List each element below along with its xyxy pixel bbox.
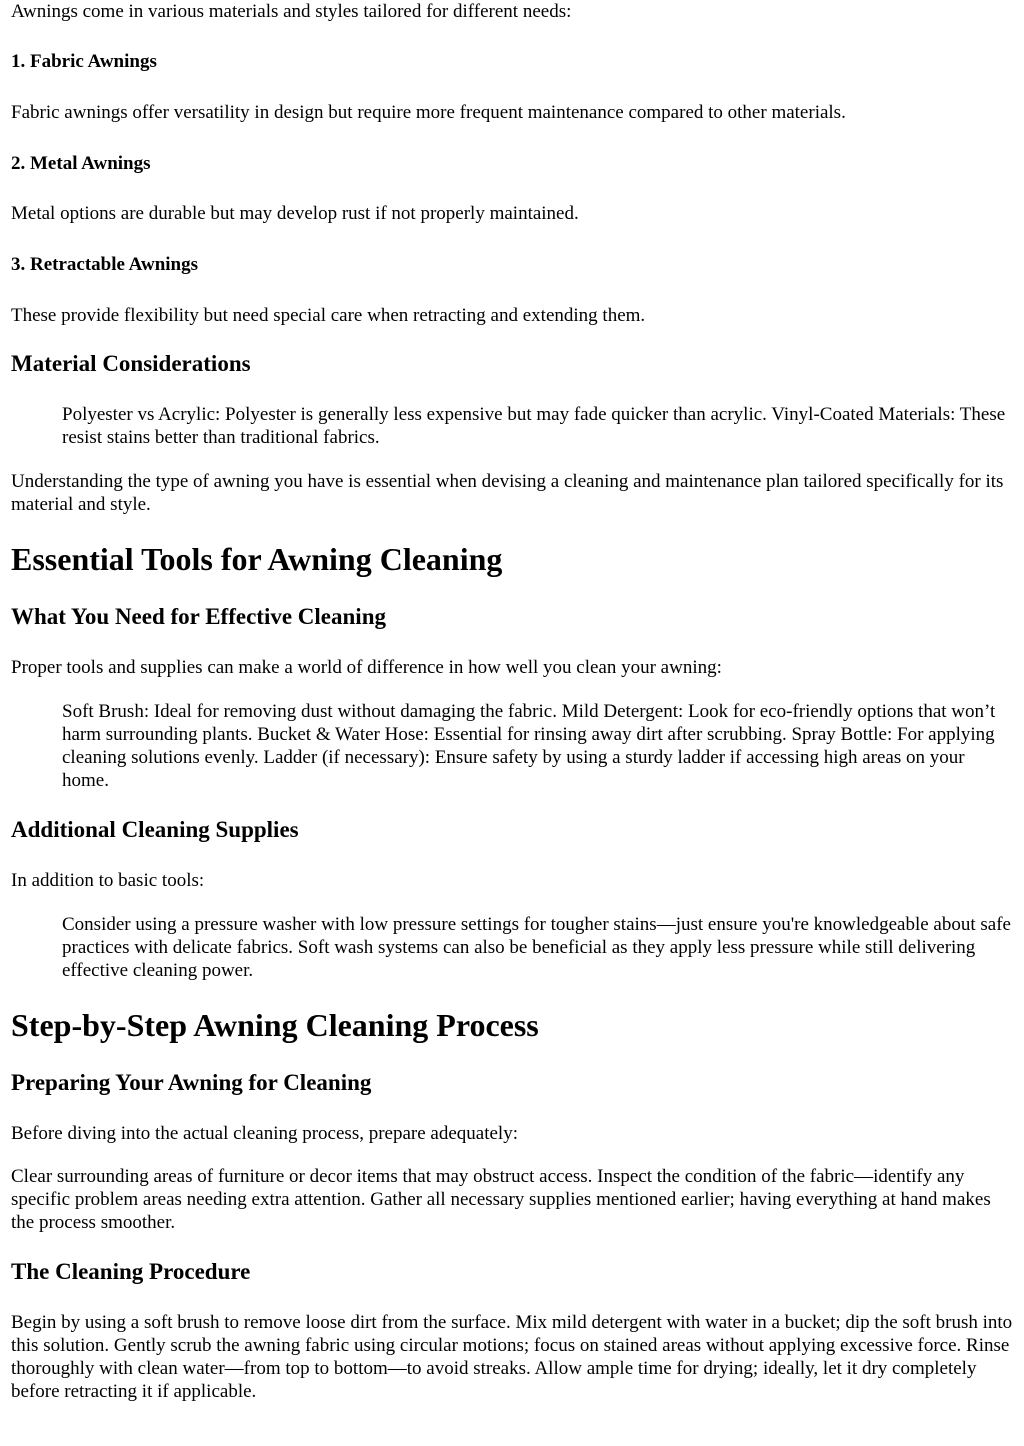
fabric-awnings-heading: 1. Fabric Awnings [11, 51, 157, 72]
what-you-need-heading: What You Need for Effective Cleaning [11, 604, 386, 629]
additional-supplies-intro: In addition to basic tools: [11, 870, 205, 891]
preparing-awning-heading: Preparing Your Awning for Cleaning [11, 1070, 372, 1095]
cleaning-procedure-heading: The Cleaning Procedure [11, 1259, 251, 1284]
metal-awnings-paragraph: Metal options are durable but may develop rust if not properly maintained. [11, 203, 579, 224]
material-blockquote: Polyester vs Acrylic: Polyester is generally less expensive but may fade quicker than acrylic. Vinyl-Coated Materials: These resist stains better than traditional fabrics. [62, 404, 1006, 448]
material-considerations-heading: Material Considerations [11, 351, 251, 376]
essential-tools-heading: Essential Tools for Awning Cleaning [11, 541, 503, 577]
material-summary-paragraph: Understanding the type of awning you have is essential when devising a cleaning and maintenance plan tailored specifically for its material and style. [11, 471, 1004, 515]
cleaning-process-heading: Step-by-Step Awning Cleaning Process [11, 1007, 539, 1043]
preparing-intro: Before diving into the actual cleaning process, prepare adequately: [11, 1123, 518, 1144]
what-you-need-intro: Proper tools and supplies can make a world of difference in how well you clean your awning: [11, 657, 722, 678]
metal-awnings-heading: 2. Metal Awnings [11, 153, 151, 174]
fabric-awnings-paragraph: Fabric awnings offer versatility in design but require more frequent maintenance compared to other materials. [11, 102, 846, 123]
additional-supplies-blockquote: Consider using a pressure washer with low pressure settings for tougher stains—just ensure you're knowledgeable about safe practices with delicate fabrics. Soft wash systems can also be beneficial as they apply less pressure while still delivering effective cleaning power. [62, 914, 1011, 981]
cleaning-procedure-paragraph: Begin by using a soft brush to remove loose dirt from the surface. Mix mild detergent with water in a bucket; dip the soft brush into this solution. Gently scrub the awning fabric using circular motions; focus on stained areas without applying excessive force. Rinse thoroughly with clean water—from top to bottom—to avoid streaks. Allow ample time for drying; ideally, let it dry completely before retracting it if applicable. [11, 1312, 1013, 1402]
preparing-paragraph: Clear surrounding areas of furniture or decor items that may obstruct access. Inspect the condition of the fabric—identify any specific problem areas needing extra attention. Gather all necessary supplies mentioned earlier; having everything at hand makes the process smoother. [11, 1166, 991, 1233]
retractable-awnings-heading: 3. Retractable Awnings [11, 254, 198, 275]
intro-paragraph: Awnings come in various materials and styles tailored for different needs: [11, 1, 572, 22]
additional-supplies-heading: Additional Cleaning Supplies [11, 817, 299, 842]
tools-blockquote: Soft Brush: Ideal for removing dust without damaging the fabric. Mild Detergent: Look for eco-friendly options that won’t harm surrounding plants. Bucket & Water Hose: Essential for rinsing away dirt after scrubbing. Spray Bottle: For applying cleaning solutions evenly. Ladder (if necessary): Ensure safety by using a sturdy ladder if accessing high areas on your home. [62, 701, 996, 791]
retractable-awnings-paragraph: These provide flexibility but need special care when retracting and extending them. [11, 305, 646, 326]
